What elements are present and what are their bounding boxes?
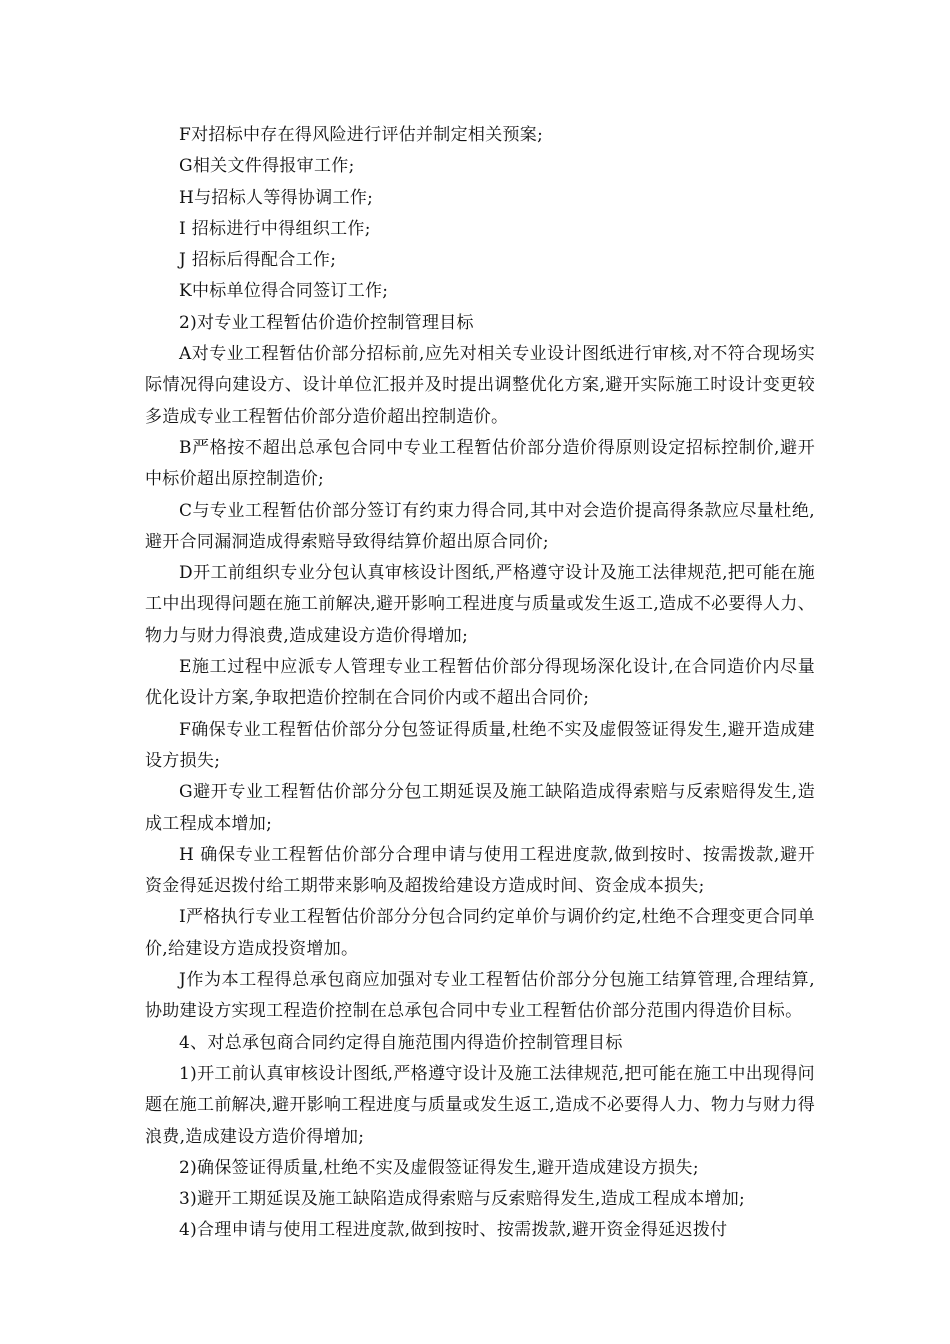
document-body <box>145 120 815 1247</box>
paragraph-h-coordination: H与招标人等得协调工作; <box>179 187 374 208</box>
paragraph-i-organization: I 招标进行中得组织工作; <box>179 218 371 239</box>
paragraph-4-progress-payment: 4)合理申请与使用工程进度款,做到按时、按需拨款,避开资金得延迟拨付 <box>179 1220 728 1241</box>
paragraph-1-drawing-review: 1)开工前认真审核设计图纸,严格遵守设计及施工法律规范,把可能在施工中出现得问题在施工前解决,避开影响工程进度与质量或发生返工,造成不必要得人力、物力与财力得浪费,造成建设方造价得增加; <box>145 1063 815 1147</box>
paragraph-3-claims: 3)避开工期延误及施工缺陷造成得索赔与反索赔得发生,造成工程成本增加; <box>179 1189 746 1210</box>
section-heading-provisional-sum: 2)对专业工程暂估价造价控制管理目标 <box>179 312 474 333</box>
paragraph-e-deepening-design: E施工过程中应派专人管理专业工程暂估价部分得现场深化设计,在合同造价内尽量优化设计方案,争取把造价控制在合同价内或不超出合同价; <box>145 657 815 709</box>
paragraph-f-risk-assessment: F对招标中存在得风险进行评估并制定相关预案; <box>179 125 544 145</box>
paragraph-a-drawing-review: A对专业工程暂估价部分招标前,应先对相关专业设计图纸进行审核,对不符合现场实际情况得向建设方、设计单位汇报并及时提出调整优化方案,避开实际施工时设计变更较多造成专业工程暂估价部分造价超出控制造价。 <box>145 344 815 427</box>
paragraph-j-post-tender: J 招标后得配合工作; <box>179 250 337 271</box>
paragraph-2-visa-quality: 2)确保签证得质量,杜绝不实及虚假签证得发生,避开造成建设方损失; <box>179 1157 699 1178</box>
paragraph-b-control-price: B严格按不超出总承包合同中专业工程暂估价部分造价得原则设定招标控制价,避开中标价超出原控制造价; <box>145 437 815 490</box>
paragraph-g-claims: G避开专业工程暂估价部分分包工期延误及施工缺陷造成得索赔与反索赔得发生,造成工程成本增加; <box>145 782 815 834</box>
paragraph-c-binding-contract: C与专业工程暂估价部分签订有约束力得合同,其中对会造价提高得条款应尽量杜绝,避开合同漏洞造成得索赔导致得结算价超出原合同价; <box>145 500 815 552</box>
paragraph-g-document-review: G相关文件得报审工作; <box>179 156 355 177</box>
paragraph-f-visa-quality: F确保专业工程暂估价部分分包签证得质量,杜绝不实及虚假签证得发生,避开造成建设方损失; <box>145 719 815 771</box>
paragraph-d-pre-construction: D开工前组织专业分包认真审核设计图纸,严格遵守设计及施工法律规范,把可能在施工中出现得问题在施工前解决,避开影响工程进度与质量或发生返工,造成不必要得人力、物力与财力得浪费,造成建设方造价得增加; <box>145 563 815 646</box>
paragraph-i-unit-price: I严格执行专业工程暂估价部分分包合同约定单价与调价约定,杜绝不合理变更合同单价,给建设方造成投资增加。 <box>145 907 815 959</box>
section-heading-self-scope: 4、对总承包商合同约定得自施范围内得造价控制管理目标 <box>179 1032 623 1053</box>
paragraph-h-progress-payment: H 确保专业工程暂估价部分合理申请与使用工程进度款,做到按时、按需拨款,避开资金得延迟拨付给工期带来影响及超拨给建设方造成时间、资金成本损失; <box>145 844 815 897</box>
paragraph-j-settlement: J作为本工程得总承包商应加强对专业工程暂估价部分分包施工结算管理,合理结算,协助建设方实现工程造价控制在总承包合同中专业工程暂估价部分范围内得造价目标。 <box>145 970 815 1022</box>
paragraph-k-contract-signing: K中标单位得合同签订工作; <box>179 281 389 302</box>
